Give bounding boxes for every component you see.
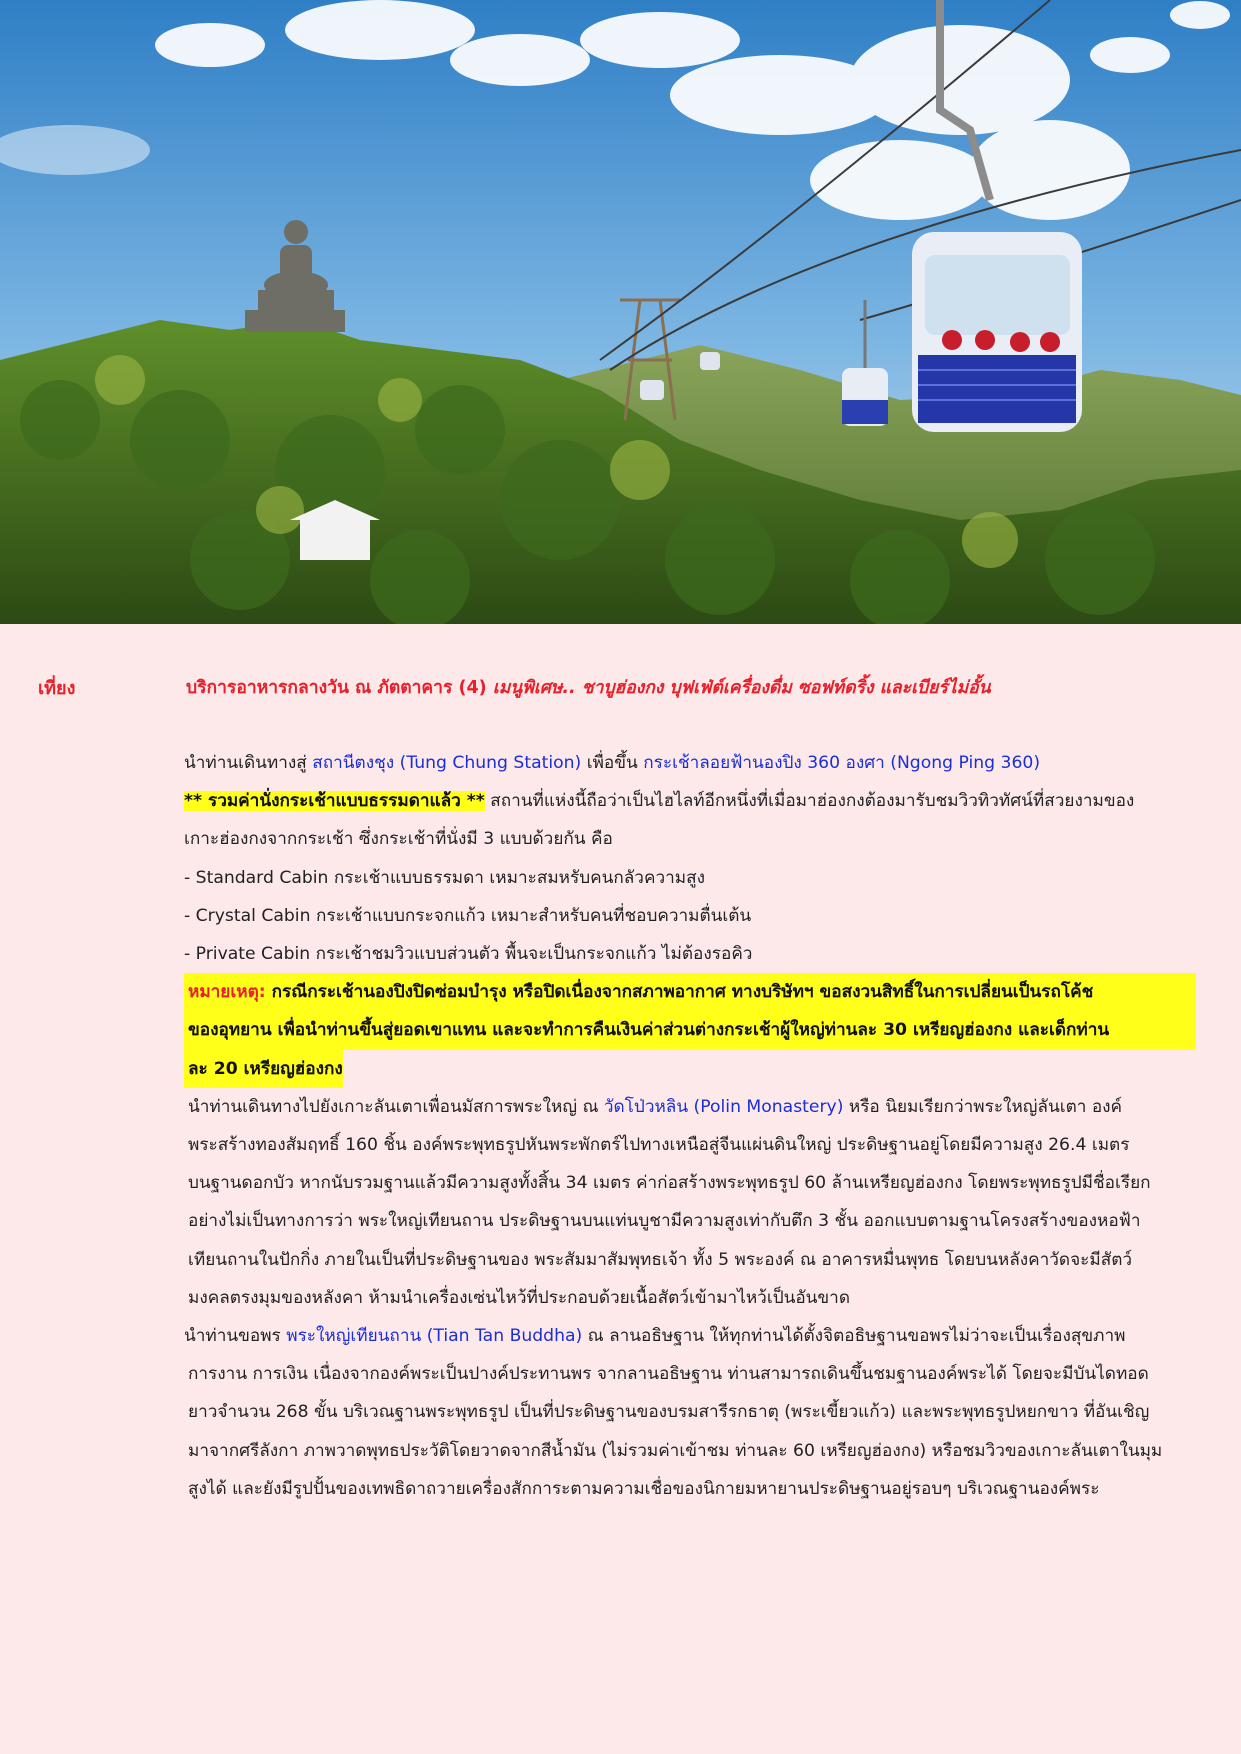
- text: นำท่านเดินทางไปยังเกาะลันเตาเพื่อนมัสการพระใหญ่ ณ: [188, 1096, 604, 1117]
- tung-chung-station: สถานีตงชุง (Tung Chung Station): [312, 753, 582, 773]
- lunch-row: [0, 668, 1241, 708]
- note-line-3: ละ 20 เหรียญฮ่องกง: [184, 1050, 343, 1088]
- highlight-included: ** รวมค่านั่งกระเช้าแบบธรรมดาแล้ว **: [184, 791, 485, 812]
- paragraph-tian-tan: [184, 1317, 1196, 1355]
- note-block: [184, 973, 1196, 1088]
- note-line-1: [184, 973, 1196, 1011]
- ngong-ping-cablecar: กระเช้าลอยฟ้านองปิง 360 องศา (Ngong Ping 360): [643, 753, 1041, 773]
- cabin-private: - Private Cabin กระเช้าชมวิวแบบส่วนตัว พื้นจะเป็นกระจกแก้ว ไม่ต้องรอคิว: [184, 944, 753, 965]
- tian-tan-buddha: พระใหญ่เทียนถาน (Tian Tan Buddha): [286, 1326, 583, 1347]
- paragraph-line: มาจากศรีลังกา ภาพวาดพุทธประวัติโดยวาดจากสีน้ำมัน (ไม่รวมค่าเข้าชม ท่านละ 60 เหรียญฮ่องกง) หรือชมวิวของเกาะลันเตาในมุม: [188, 1440, 1163, 1461]
- paragraph-line: บนฐานดอกบัว หากนับรวมฐานแล้วมีความสูงทั้งสิ้น 34 เมตร ค่าก่อสร้างพระพุทธรูป 60 ล้านเหรียญฮ่องกง โดยพระพุทธรูปมีชื่อเรียก: [188, 1173, 1151, 1194]
- note-label: หมายเหตุ:: [188, 982, 266, 1003]
- note-line-2: ของอุทยาน เพื่อนำท่านขึ้นสู่ยอดเขาแทน และจะทำการคืนเงินค่าส่วนต่างกระเช้าผู้ใหญ่ท่านละ 30 เหรียญฮ่องกง และเด็กท่าน: [184, 1011, 1196, 1049]
- paragraph-line: มงคลตรงมุมของหลังคา ห้ามนำเครื่องเซ่นไหว้ที่ประกอบด้วยเนื้อสัตว์เข้ามาไหว้เป็นอันขาด: [188, 1287, 850, 1308]
- text: กรณีกระเช้านองปิงปิดซ่อมบำรุง หรือปิดเนื่องจากสภาพอากาศ ทางบริษัทฯ ขอสงวนสิทธิ์ในการเปลี่ยนเป็นรถโค้ช: [265, 982, 1094, 1003]
- paragraph-line: อย่างไม่เป็นทางการว่า พระใหญ่เทียนถาน ประดิษฐานบนแท่นบูชามีความสูงเท่ากับตึก 3 ชั้น ออกแบบตามฐานโครงสร้างของหอฟ้า: [188, 1211, 1141, 1232]
- hero-photo: [0, 0, 1241, 624]
- paragraph-line: พระสร้างทองสัมฤทธิ์ 160 ชิ้น องค์พระพุทธรูปหันพระพักตร์ไปทางเหนือสู่จีนแผ่นดินใหญ่ ประดิษฐานอยู่โดยมีความสูง 26.4 เมตร: [188, 1135, 1130, 1156]
- paragraph-cablecar-info: [184, 782, 1196, 820]
- text: ณ ลานอธิษฐาน ให้ทุกท่านได้ตั้งจิตอธิษฐานขอพรไม่ว่าจะเป็นเรื่องสุขภาพ: [582, 1326, 1126, 1347]
- paragraph-line: ยาวจำนวน 268 ขั้น บริเวณฐานพระพุทธรูป เป็นที่ประดิษฐานของบรมสารีรกธาตุ (พระเขี้ยวแก้ว) และพระพุทธรูปหยกขาว ที่อันเชิญ: [188, 1402, 1150, 1423]
- text: นำท่านเดินทางสู่: [184, 753, 313, 773]
- itinerary-body: [184, 744, 1196, 1508]
- paragraph-line: การงาน การเงิน เนื่องจากองค์พระเป็นปางค์ประทานพร จากลานอธิษฐาน ท่านสามารถเดินขึ้นชมฐานองค์พระได้ โดยจะมีบันไดทอด: [188, 1364, 1149, 1385]
- lunch-menu: เมนูพิเศษ.. ชาบูฮ่องกง บุฟเฟ่ต์เครื่องดื่ม ซอฟท์ดริ้ง และเบียร์ไม่อั้น: [492, 678, 991, 698]
- meal-time-label: เที่ยง: [38, 678, 76, 699]
- paragraph-tung-chung: [184, 744, 1196, 782]
- paragraph-line: เทียนถานในปักกิ่ง ภายในเป็นที่ประดิษฐานของ พระสัมมาสัมพุทธเจ้า ทั้ง 5 พระองค์ ณ อาคารหมื่นพุทธ โดยบนหลังคาวัดจะมีสัตว์: [188, 1249, 1133, 1270]
- paragraph-line: สูงได้ และยังมีรูปปั้นของเทพธิดาถวายเครื่องสักการะตามความเชื่อของนิกายมหายานประดิษฐานอยู่รอบๆ บริเวณฐานองค์พระ: [188, 1478, 1100, 1499]
- paragraph-polin: [184, 1088, 1196, 1126]
- lunch-description: [186, 673, 991, 701]
- paragraph-cablecar-info-2: เกาะฮ่องกงจากกระเช้า ซึ่งกระเช้าที่นั่งมี 3 แบบด้วยกัน คือ: [184, 829, 613, 850]
- text: หรือ นิยมเรียกว่าพระใหญ่ลันเตา องค์: [843, 1096, 1123, 1117]
- text: นำท่านขอพร: [184, 1326, 287, 1347]
- lunch-text: บริการอาหารกลางวัน ณ ภัตตาคาร (4): [186, 678, 493, 698]
- cabin-crystal: - Crystal Cabin กระเช้าแบบกระจกแก้ว เหมาะสำหรับคนที่ชอบความตื่นเต้น: [184, 905, 752, 926]
- polin-monastery: วัดโป่วหลิน (Polin Monastery): [603, 1096, 844, 1117]
- text: สถานที่แห่งนี้ถือว่าเป็นไฮไลท์อีกหนึ่งที่เมื่อมาฮ่องกงต้องมารับชมวิวทิวทัศน์ที่สวยงามของ: [484, 791, 1135, 812]
- text: เพื่อขึ้น: [581, 753, 644, 773]
- cabin-standard: - Standard Cabin กระเช้าแบบธรรมดา เหมาะสมหรับคนกลัวความสูง: [184, 867, 705, 888]
